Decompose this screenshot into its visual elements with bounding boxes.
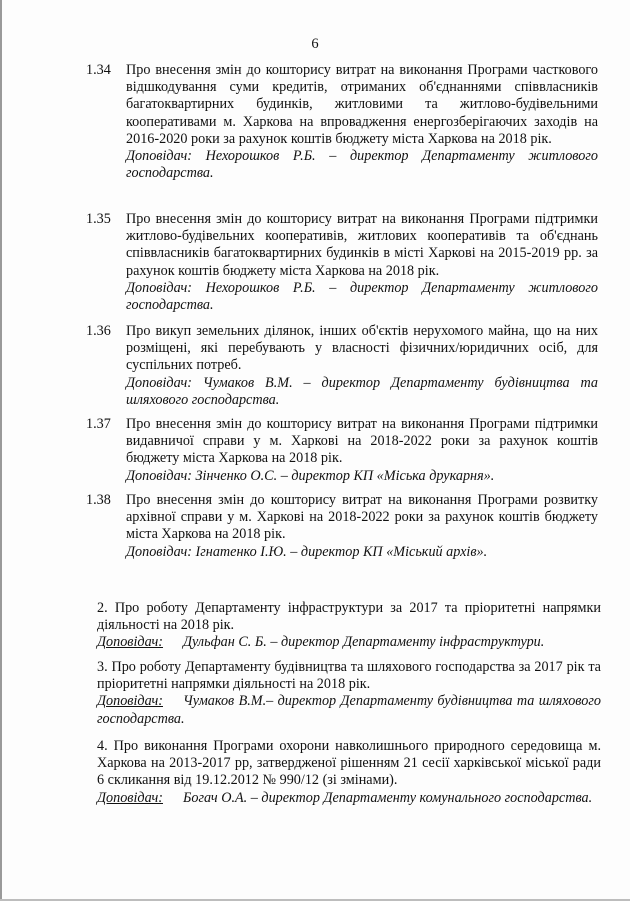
agenda-item-1-35 — [86, 211, 598, 314]
scan-left-edge — [0, 0, 2, 901]
page-number: 6 — [311, 36, 319, 52]
item-text: Про внесення змін до кошторису витрат на виконання Програми розвитку архівної справи у м. Харкові на 2018-2022 роки за рахунок коштів бюджету міста Харкова на 2018 рік. — [126, 492, 598, 543]
agenda-item-1-37 — [86, 416, 598, 485]
agenda-section-4 — [97, 738, 601, 807]
agenda-item-1-34 — [86, 62, 598, 182]
speaker-label: Доповідач: — [97, 634, 163, 651]
agenda-section-2 — [97, 600, 601, 652]
section-speaker: Богач О.А. – директор Департаменту комунального господарства. — [182, 789, 593, 806]
item-text: Про внесення змін до кошторису витрат на виконання Програми підтримки житлово-будівельних кооперативів, житлових кооперативів та об'єднань співвласників багатоквартирних будинків в місті Харкові на 2015-2019 рр. за рахунок коштів бюджету міста Харкова на 2018 рік. — [126, 211, 598, 279]
item-speaker: Доповідач: Зінченко О.С. – директор КП «Міська друкарня». — [126, 467, 495, 484]
item-speaker: Доповідач: Нехорошков Р.Б. – директор Департаменту житлового господарства. — [126, 148, 598, 182]
speaker-label: Доповідач: — [97, 693, 163, 710]
agenda-section-3 — [97, 659, 601, 728]
agenda-item-1-38 — [86, 492, 598, 561]
section-text: 3. Про роботу Департаменту будівництва та шляхового господарства за 2017 рік та пріоритетні напрямки діяльності на 2018 рік. — [97, 659, 601, 693]
agenda-item-1-36 — [86, 323, 598, 409]
item-number: 1.38 — [86, 492, 111, 508]
item-number: 1.36 — [86, 323, 111, 339]
item-text: Про викуп земельних ділянок, інших об'єктів нерухомого майна, що на них розміщені, які перебувають у власності фізичних/юридичних осіб, для суспільних потреб. — [126, 323, 598, 374]
section-text: 2. Про роботу Департаменту інфраструктури за 2017 та пріоритетні напрямки діяльності на 2018 рік. — [97, 600, 601, 634]
section-speaker: Дульфан С. Б. – директор Департаменту інфраструктури. — [182, 634, 545, 651]
item-speaker: Доповідач: Нехорошков Р.Б. – директор Департаменту житлового господарства. — [126, 279, 598, 314]
item-speaker: Доповідач: Ігнатенко І.Ю. – директор КП «Міський архів». — [126, 543, 488, 560]
item-number: 1.35 — [86, 211, 111, 227]
item-number: 1.37 — [86, 416, 111, 432]
item-number: 1.34 — [86, 62, 111, 78]
item-text: Про внесення змін до кошторису витрат на виконання Програми часткового відшкодування суми кредитів, отриманих об'єднаннями співвласників багатоквартирних будинків, житловими та житлово-будівельними кооперативами м. Харкова на впровадження енергозберігаючих заходів на 2016-2020 роки за рахунок коштів бюджету міста Харкова на 2018 рік. — [126, 62, 598, 147]
speaker-label: Доповідач: — [97, 789, 163, 806]
section-text: 4. Про виконання Програми охорони навколишнього природного середовища м. Харкова на 2013-2017 рр, затвердженої рішенням 21 сесії харківської міської ради 6 скликання від 19.12.2012 № 990/12 (зі змінами). — [97, 738, 601, 789]
section-speaker: Чумаков В.М.– директор Департаменту будівництва та шляхового господарства. — [97, 693, 601, 727]
item-text: Про внесення змін до кошторису витрат на виконання Програми підтримки видавничої справи у м. Харкові на 2018-2022 роки за рахунок коштів бюджету міста Харкова на 2018 рік. — [126, 416, 598, 467]
item-speaker: Доповідач: Чумаков В.М. – директор Департаменту будівництва та шляхового господарства. — [126, 374, 598, 408]
